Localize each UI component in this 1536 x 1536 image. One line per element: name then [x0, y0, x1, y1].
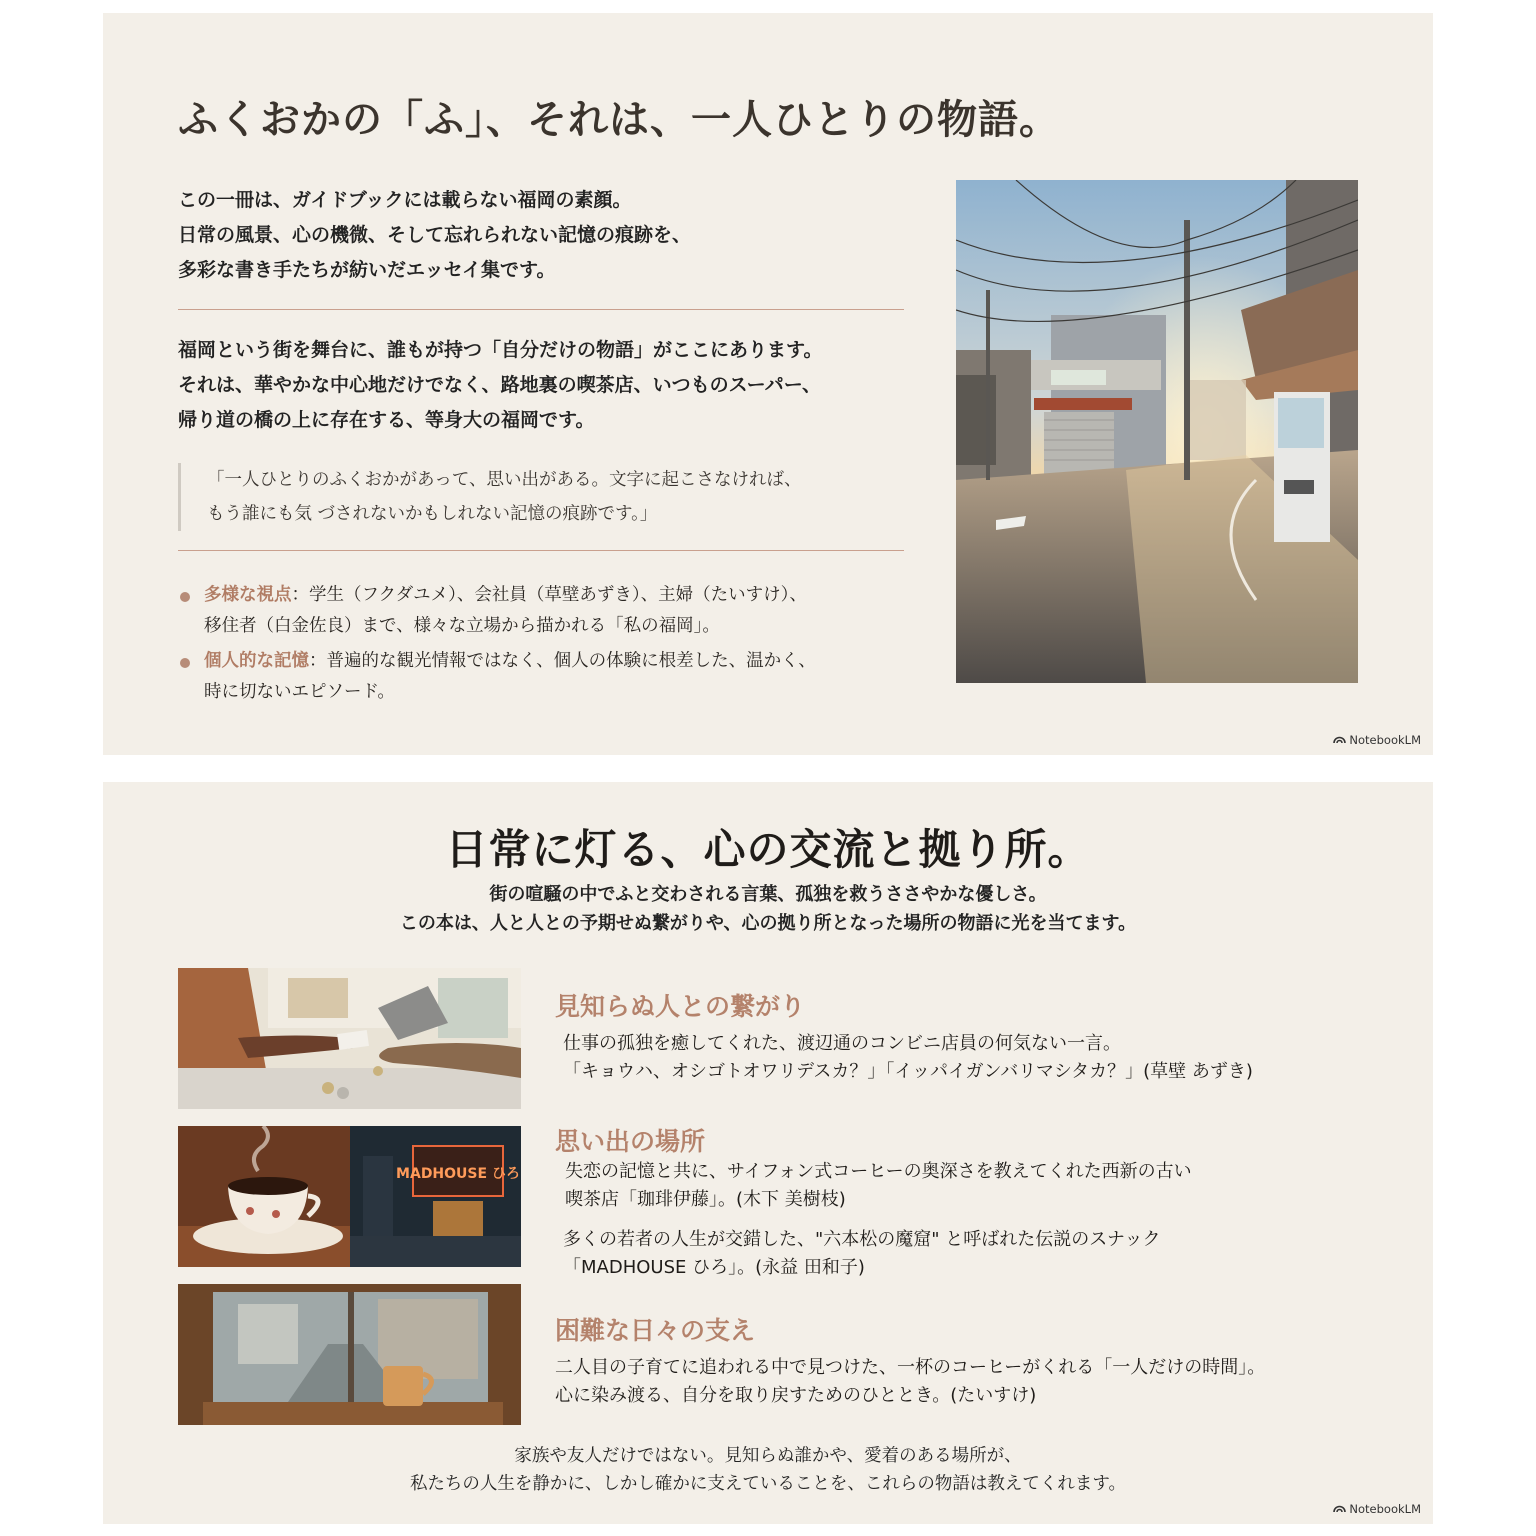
slide1-title: ふくおかの「ふ」、それは、一人ひとりの物語。: [178, 96, 1060, 143]
intro-paragraph: [178, 183, 898, 288]
body-line: それは、華やかな中心地だけでなく、路地裏の喫茶店、いつものスーパー、: [178, 374, 821, 396]
bullet-text: ：学生（フクダユメ）、会社員（草壁あずき）、主婦（たいすけ）、: [291, 585, 807, 605]
section-heading: 思い出の場所: [555, 1127, 706, 1156]
bullet-text: ：普遍的な観光情報ではなく、個人の体験に根差した、温かく、: [309, 651, 816, 671]
intro-line: 多彩な書き手たちが紡いだエッセイ集です。: [178, 259, 556, 281]
brand-label: NotebookLM: [1349, 732, 1421, 747]
section-line: 「キョウハ、オシゴトオワリデスカ？」「イッパイガンバリマシタカ？」(草壁 あずき): [563, 1061, 1253, 1082]
section-line: 「MADHOUSE ひろ」。(永益 田和子): [563, 1257, 865, 1278]
slide-connections: [103, 782, 1433, 1524]
bullet-term: 個人的な記憶: [204, 651, 309, 671]
street-illustration: [956, 180, 1358, 683]
section-line: 喫茶店「珈琲伊藤」。(木下 美樹枝): [565, 1189, 846, 1210]
section-heading: 困難な日々の支え: [555, 1316, 756, 1345]
body-line: 福岡という街を舞台に、誰もが持つ「自分だけの物語」がここにあります。: [178, 339, 823, 361]
bullet-text: 移住者（白金佐良）まで、様々な立場から描かれる「私の福岡」。: [204, 616, 720, 636]
section-text: [563, 1030, 1253, 1086]
section-line: 多くの若者の人生が交錯した、"六本松の魔窟" と呼ばれた伝説のスナック: [563, 1229, 1161, 1250]
section-text: [563, 1226, 1161, 1282]
subtitle-line: 街の喧騒の中でふと交わされる言葉、孤独を救うささやかな優しさ。: [489, 884, 1047, 905]
bullet-item: [178, 580, 816, 642]
section-line: 失恋の記憶と共に、サイフォン式コーヒーの奥深さを教えてくれた西新の古い: [565, 1161, 1192, 1182]
quote-line: 「一人ひとりのふくおかがあって、思い出がある。文字に起こさなければ、: [207, 470, 802, 490]
body-paragraph: [178, 333, 822, 438]
bullet-term: 多様な視点: [204, 585, 292, 605]
brand-watermark: [1333, 733, 1421, 748]
slide2-title: 日常に灯る、心の交流と拠り所。: [445, 825, 1091, 874]
madhouse-sign: MADHOUSE ひろ: [396, 1166, 520, 1182]
quote-line: もう誰にも気 づされないかもしれない記憶の痕跡です。」: [207, 504, 658, 524]
section-text: [555, 1354, 1265, 1410]
pull-quote: [178, 463, 801, 531]
rainy-window-illustration: [178, 1284, 521, 1425]
convenience-store-illustration: [178, 968, 521, 1109]
coffee-and-snackbar-illustration: [178, 1126, 521, 1267]
bullet-dot-icon: [180, 658, 190, 668]
section-heading: 見知らぬ人との繋がり: [555, 992, 806, 1021]
slide-intro: [103, 13, 1433, 755]
subtitle-line: この本は、人と人との予期せぬ繋がりや、心の拠り所となった場所の物語に光を当てます。: [399, 913, 1137, 934]
brand-label: NotebookLM: [1349, 1501, 1421, 1516]
footer-line: 家族や友人だけではない。見知らぬ誰かや、愛着のある場所が、: [514, 1446, 1022, 1466]
section-text: [565, 1158, 1192, 1214]
body-line: 帰り道の橋の上に存在する、等身大の福岡です。: [178, 409, 595, 431]
footer-line: 私たちの人生を静かに、しかし確かに支えていることを、これらの物語は教えてくれます。: [409, 1474, 1127, 1494]
section-line: 仕事の孤独を癒してくれた、渡辺通のコンビニ店員の何気ない一言。: [563, 1033, 1121, 1054]
bullet-dot-icon: [180, 592, 190, 602]
brand-watermark: [1333, 1502, 1421, 1517]
notebooklm-logo-icon: [1333, 733, 1346, 747]
bullet-item: [178, 646, 816, 708]
section-line: 心に染み渡る、自分を取り戻すためのひととき。(たいすけ): [555, 1385, 1037, 1406]
divider: [178, 550, 904, 551]
intro-line: 日常の風景、心の機微、そして忘れられない記憶の痕跡を、: [178, 224, 692, 246]
notebooklm-logo-icon: [1333, 1502, 1346, 1516]
bullet-list: [178, 580, 816, 712]
slide2-footer: [103, 1442, 1433, 1498]
divider: [178, 309, 904, 310]
section-line: 二人目の子育てに追われる中で見つけた、一杯のコーヒーがくれる「一人だけの時間」。: [555, 1357, 1266, 1378]
intro-line: この一冊は、ガイドブックには載らない福岡の素顔。: [178, 189, 632, 211]
bullet-text: 時に切ないエピソード。: [204, 682, 395, 702]
slide2-subtitle: [103, 880, 1433, 938]
